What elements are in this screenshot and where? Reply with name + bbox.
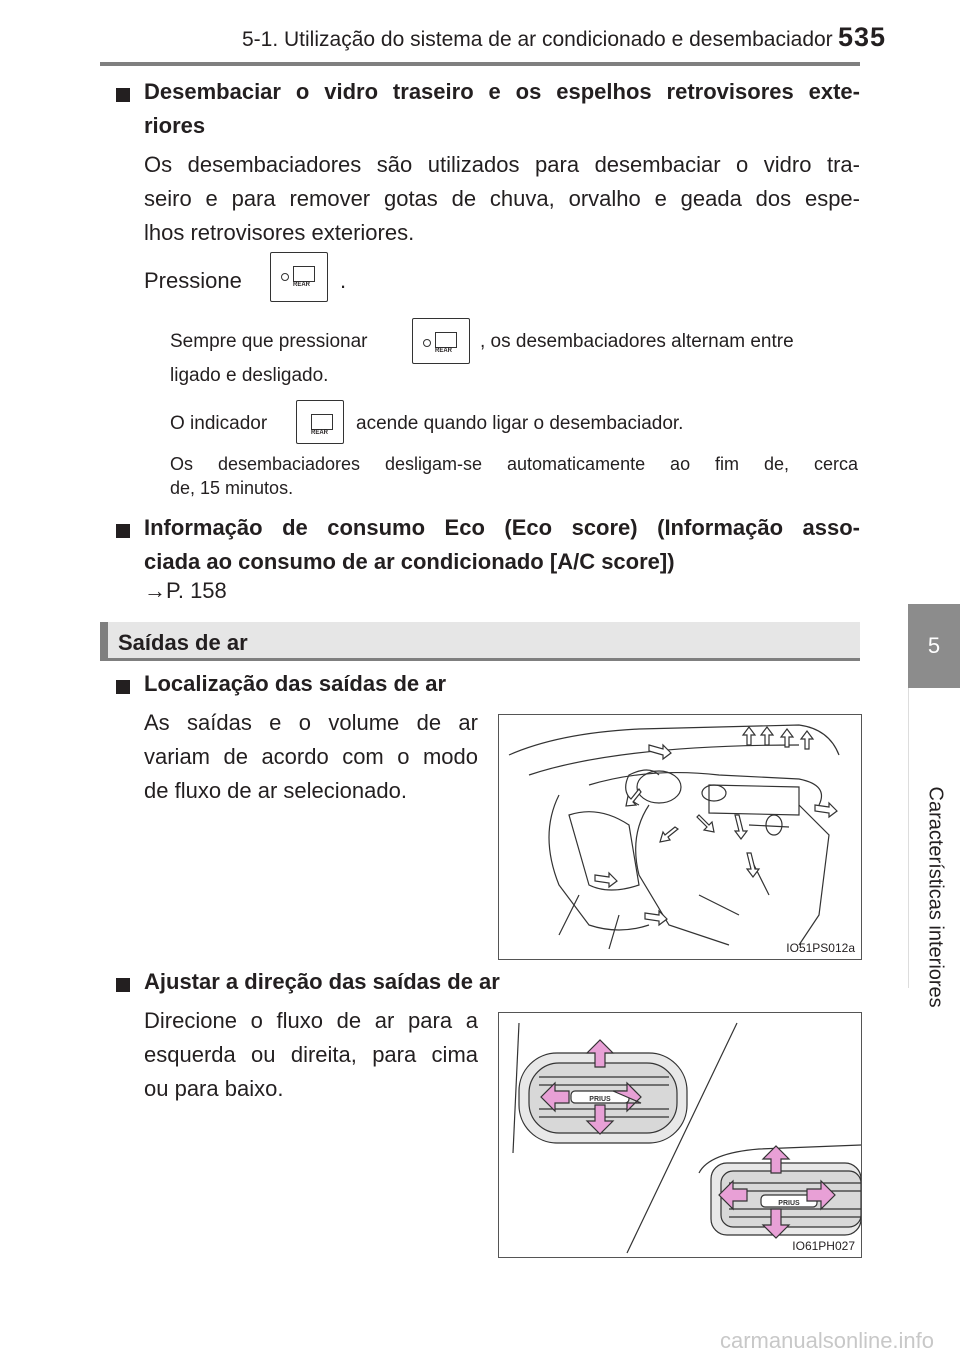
header-title: 5-1. Utilização do sistema de ar condicionado e desembaciador [242, 28, 833, 51]
section4-para-line1: Direcione o fluxo de ar para a [144, 1008, 478, 1033]
bullet-square-icon [116, 978, 130, 997]
header-rule [100, 62, 860, 66]
section1-para-line2: seiro e para remover gotas de chuva, orvalho e geada dos espe- [144, 186, 860, 211]
bullet-square-icon [116, 524, 130, 543]
section4-para-line2: esquerda ou direita, para cima [144, 1042, 478, 1067]
chapter-label: Características interiores [924, 786, 947, 1008]
press-period: . [340, 268, 347, 293]
section1-para-line1: Os desembaciadores são utilizados para desembaciar o vidro tra- [144, 152, 860, 177]
section3-para-line3: de fluxo de ar selecionado. [144, 778, 407, 803]
section1-heading-line2: riores [144, 113, 206, 138]
vent-adjustment-illustration [499, 1013, 861, 1257]
press-label: Pressione [144, 268, 242, 293]
section1-heading-line1: Desembaciar o vidro traseiro e os espelhos retrovisores exte- [144, 79, 860, 104]
section2-heading-line1: Informação de consumo Eco (Eco score) (Informação asso- [144, 515, 860, 540]
note3-line1: Os desembaciadores desligam-se automaticamente ao fim de, cerca [170, 454, 858, 474]
section1-para-line3: lhos retrovisores exteriores. [144, 220, 415, 245]
chapter-tab: 5 [908, 604, 960, 688]
vent-direction-figure [498, 1012, 862, 1258]
bullet-square-icon [116, 88, 130, 107]
note1-part1: Sempre que pressionar [170, 331, 368, 352]
watermark: carmanualsonline.info [720, 1328, 935, 1353]
section3-para-line2: variam de acordo com o modo [144, 744, 478, 769]
page-number: 535 [838, 22, 887, 52]
vent-brand-label: PRIUS [778, 1200, 800, 1207]
section-title: Saídas de ar [118, 630, 248, 655]
bullet-square-icon [116, 680, 130, 699]
vent-brand-label: PRIUS [589, 1096, 611, 1103]
section-bar-rule [100, 658, 860, 661]
note1-line2: ligado e desligado. [170, 365, 329, 386]
note2-part1: O indicador [170, 413, 268, 434]
rear-defogger-indicator-icon: REAR [296, 400, 344, 444]
section2-heading-line2: ciada ao consumo de ar condicionado [A/C score]) [144, 549, 675, 574]
note2-part2: acende quando ligar o desembaciador. [356, 413, 684, 434]
figure-code: IO51PS012a [786, 941, 855, 955]
figure-code: IO61PH027 [792, 1239, 855, 1253]
section4-para-line3: ou para baixo. [144, 1076, 284, 1101]
section3-para-line1: As saídas e o volume de ar [144, 710, 478, 735]
section3-heading: Localização das saídas de ar [144, 671, 447, 696]
air-outlets-location-figure [498, 714, 862, 960]
note3-line2: de, 15 minutos. [170, 478, 294, 498]
car-interior-illustration [499, 715, 861, 959]
page-reference-link[interactable]: →P. 158 [144, 578, 227, 603]
section4-heading: Ajustar a direção das saídas de ar [144, 969, 500, 994]
rear-defogger-button-icon: REAR [270, 252, 328, 302]
note1-part2: , os desembaciadores alternam entre [480, 331, 794, 352]
rear-defogger-button-icon: REAR [412, 318, 470, 364]
